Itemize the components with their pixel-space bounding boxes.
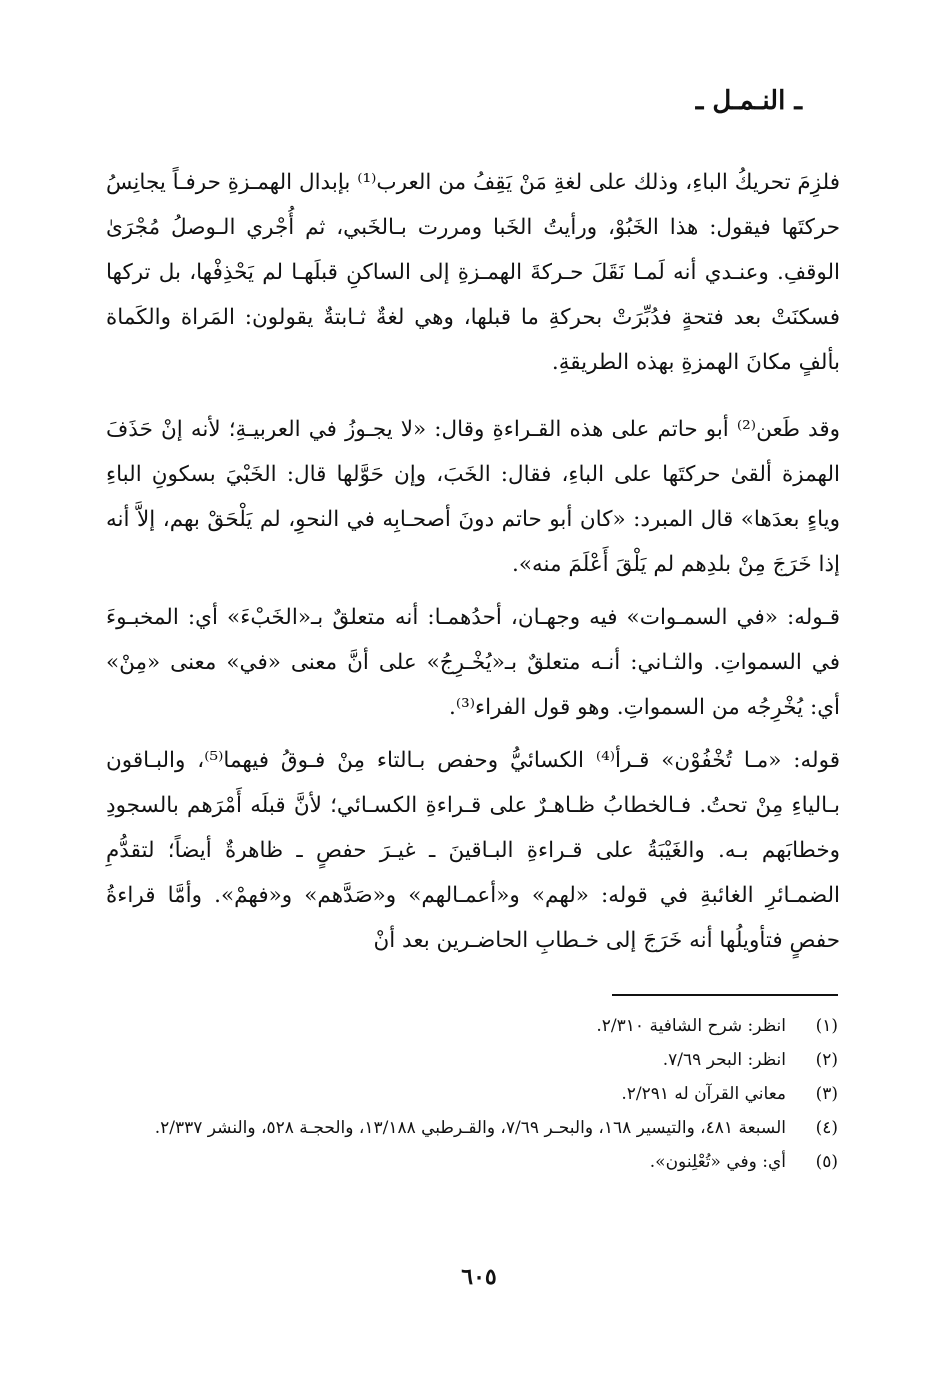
footnote-1: [104, 1010, 838, 1042]
footnote-divider: [612, 994, 838, 996]
footnote-5: [104, 1146, 838, 1178]
footnote-number: (٢): [815, 1050, 838, 1070]
footnote-text: انظر: شرح الشافية ٢/٣١٠.: [596, 1016, 786, 1036]
footnote-4: [104, 1112, 838, 1144]
footnote-3: [104, 1078, 838, 1110]
footnote-number: (١): [815, 1016, 838, 1036]
footnote-text: السبعة ٤٨١، والتيسير ١٦٨، والبحـر ٧/٦٩، والقـرطبي ١٣/١٨٨، والحجـة ٥٢٨، والنشر ٢/٣٣٧.: [154, 1118, 786, 1138]
main-text: [106, 160, 840, 963]
footnote-2: [104, 1044, 838, 1076]
footnotes: [104, 1010, 838, 1180]
footnote-text: معاني القرآن له ٢/٢٩١.: [621, 1084, 786, 1104]
paragraph-1: فلزِمَ تحريكُ الباءِ، وذلك على لغةِ مَنْ يَقِفُ من العرب⁽¹⁾ بإبدال الهمـزةِ حرفـاً يجانِسُ حركتَها فيقول: هذا الخَبُوْ، ورأيتُ الخَبا ومررت بـالخَبي، ثم أُجْري الـوصلُ مُجْرَىٰ الوقفِ. وعنـدي أنه لَمـا نَقَلَ حـركةَ الهمـزةِ إلى الساكنِ قبلَهـا لم يَحْذِفْها، بل تركها فسكنَتْ بعد فتحةٍ فدُبِّرَتْ بحركةِ ما قبلها، وهي لغةٌ ثـابتةٌ يقولون: المَراة والكَماة بألفٍ مكانَ الهمزةِ بهذه الطريقةِ.: [106, 170, 840, 375]
page-number: ٦٠٥: [461, 1264, 497, 1290]
footnote-text: أي: وفي «تُعْلِنون».: [649, 1152, 786, 1172]
footnote-number: (٤): [815, 1118, 838, 1138]
footnote-number: (٥): [815, 1152, 838, 1172]
running-head: ـ النـمـل ـ: [695, 86, 802, 116]
paragraph-3: قـوله: «في السمـوات» فيه وجهـان، أحدُهمـا: أنه متعلقٌ بـ«الخَبْءَ» أي: المخبـوءَ في السمواتِ. والثـاني: أنـه متعلقٌ بـ«يُخْـرِجُ» على أنَّ معنى «في» معنى «مِنْ» أي: يُخْرِجُه من السمواتِ. وهو قول الفراء⁽³⁾.: [106, 605, 840, 720]
footnote-number: (٣): [815, 1084, 838, 1104]
paragraph-4: قوله: «مـا تُخْفُوْن» قـرأ⁽⁴⁾ الكسائيُّ وحفص بـالتاء مِنْ فـوقُ فيهما⁽⁵⁾، والبـاقون بـالياءِ مِنْ تحتُ. فـالخطابُ ظـاهـرٌ على قـراءةِ الكسـائي؛ لأنَّ قبلَه أَمْرَهم بالسجودِ وخطابَهم بـه. والغَيْبَةُ على قـراءةِ البـاقينَ ـ غيـرَ حفصٍ ـ ظاهرةٌ أيضاً؛ لتقدُّمِ الضمـائرِ الغائبةِ في قوله: «لهم» و«أعمـالهم» و«صَدَّهم» و«فهمْ». وأمَّا قراءةُ حفصٍ فتأويلُها أنه خَرَجَ إلى خـطابِ الحاضـرين بعد أنْ: [106, 748, 840, 953]
paragraph-2: وقد طَعن⁽²⁾ أبو حاتم على هذه القـراءةِ وقال: «لا يجـوزُ في العربيـةِ؛ لأنه إنْ حَذَفَ الهمزة ألقىٰ حركتَها على الباءِ، فقال: الخَبَ، وإن حَوَّلها قال: الخَبْيَ بسكونِ الباءِ وياءٍ بعدَها» قال المبرد: «كان أبو حاتم دونَ أصحـابِه في النحوِ، لم يَلْحَقْ بهم، إلاَّ أنه إذا خَرَجَ مِنْ بلدِهم لم يَلْقَ أَعْلَمَ منه».: [106, 417, 840, 577]
footnote-text: انظر: البحر ٧/٦٩.: [662, 1050, 786, 1070]
